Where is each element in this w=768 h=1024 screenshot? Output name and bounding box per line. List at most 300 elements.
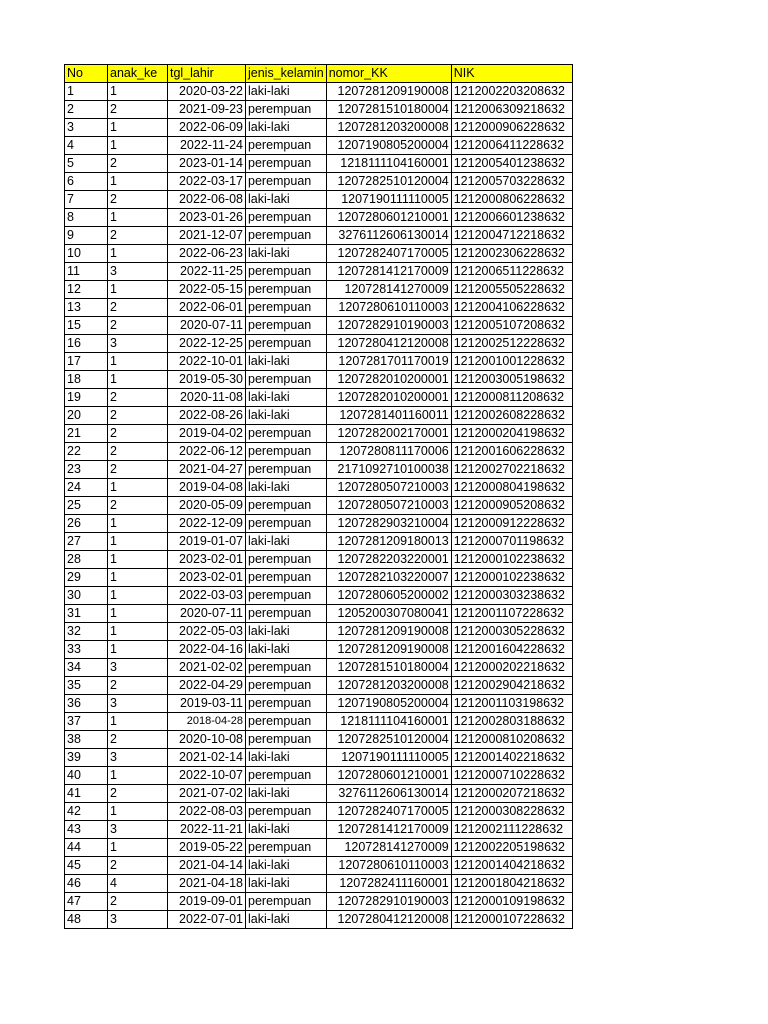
- cell-nomor-kk[interactable]: 1207282002170001: [326, 425, 451, 443]
- cell-nomor-kk[interactable]: 3276112606130014: [326, 227, 451, 245]
- cell-tgl-lahir[interactable]: 2020-05-09: [168, 497, 246, 515]
- cell-nomor-kk[interactable]: 1207281209190008: [326, 623, 451, 641]
- cell-no[interactable]: 15: [65, 317, 108, 335]
- cell-nik[interactable]: 1212002111228632: [451, 821, 572, 839]
- cell-tgl-lahir[interactable]: 2022-06-23: [168, 245, 246, 263]
- cell-no[interactable]: 25: [65, 497, 108, 515]
- cell-nik[interactable]: 1212002512228632: [451, 335, 572, 353]
- cell-nik[interactable]: 1212001804218632: [451, 875, 572, 893]
- cell-no[interactable]: 36: [65, 695, 108, 713]
- cell-no[interactable]: 39: [65, 749, 108, 767]
- cell-jenis-kelamin[interactable]: laki-laki: [246, 407, 327, 425]
- cell-no[interactable]: 2: [65, 101, 108, 119]
- cell-tgl-lahir[interactable]: 2022-06-12: [168, 443, 246, 461]
- table-row: [65, 749, 573, 767]
- header-jenis-kelamin[interactable]: jenis_kelamin: [246, 65, 327, 83]
- cell-nik[interactable]: 1212004106228632: [451, 299, 572, 317]
- cell-nik[interactable]: 1212000804198632: [451, 479, 572, 497]
- cell-nomor-kk[interactable]: 1207282203220001: [326, 551, 451, 569]
- cell-tgl-lahir[interactable]: 2018-04-28: [168, 713, 246, 731]
- cell-anak-ke[interactable]: 1: [108, 83, 168, 101]
- cell-no[interactable]: 44: [65, 839, 108, 857]
- cell-anak-ke[interactable]: 1: [108, 623, 168, 641]
- cell-anak-ke[interactable]: 2: [108, 227, 168, 245]
- cell-nomor-kk[interactable]: 1207190111110005: [326, 749, 451, 767]
- cell-nik[interactable]: 1212006309218632: [451, 101, 572, 119]
- cell-nik[interactable]: 1212005401238632: [451, 155, 572, 173]
- cell-tgl-lahir[interactable]: 2019-01-07: [168, 533, 246, 551]
- cell-anak-ke[interactable]: 3: [108, 749, 168, 767]
- cell-tgl-lahir[interactable]: 2022-04-29: [168, 677, 246, 695]
- cell-nik[interactable]: 1212006411228632: [451, 137, 572, 155]
- cell-jenis-kelamin[interactable]: perempuan: [246, 839, 327, 857]
- cell-jenis-kelamin[interactable]: perempuan: [246, 893, 327, 911]
- cell-nik[interactable]: 1212002306228632: [451, 245, 572, 263]
- cell-no[interactable]: 7: [65, 191, 108, 209]
- cell-jenis-kelamin[interactable]: laki-laki: [246, 821, 327, 839]
- cell-nomor-kk[interactable]: 1207282910190003: [326, 317, 451, 335]
- cell-nik[interactable]: 1212001103198632: [451, 695, 572, 713]
- cell-anak-ke[interactable]: 3: [108, 821, 168, 839]
- cell-tgl-lahir[interactable]: 2020-11-08: [168, 389, 246, 407]
- cell-tgl-lahir[interactable]: 2022-11-25: [168, 263, 246, 281]
- cell-nik[interactable]: 1212000107228632: [451, 911, 572, 929]
- cell-anak-ke[interactable]: 2: [108, 317, 168, 335]
- cell-anak-ke[interactable]: 1: [108, 515, 168, 533]
- cell-anak-ke[interactable]: 2: [108, 677, 168, 695]
- cell-nik[interactable]: 1212000102238632: [451, 551, 572, 569]
- cell-tgl-lahir[interactable]: 2021-02-14: [168, 749, 246, 767]
- cell-tgl-lahir[interactable]: 2021-04-14: [168, 857, 246, 875]
- cell-tgl-lahir[interactable]: 2022-05-15: [168, 281, 246, 299]
- cell-anak-ke[interactable]: 1: [108, 119, 168, 137]
- cell-no[interactable]: 18: [65, 371, 108, 389]
- cell-no[interactable]: 35: [65, 677, 108, 695]
- cell-anak-ke[interactable]: 2: [108, 857, 168, 875]
- cell-jenis-kelamin[interactable]: perempuan: [246, 767, 327, 785]
- cell-anak-ke[interactable]: 1: [108, 281, 168, 299]
- cell-jenis-kelamin[interactable]: perempuan: [246, 227, 327, 245]
- cell-tgl-lahir[interactable]: 2022-10-07: [168, 767, 246, 785]
- table-row: [65, 101, 573, 119]
- cell-nik[interactable]: 1212001001228632: [451, 353, 572, 371]
- cell-no[interactable]: 26: [65, 515, 108, 533]
- cell-nomor-kk[interactable]: 1218111104160001: [326, 713, 451, 731]
- cell-anak-ke[interactable]: 2: [108, 425, 168, 443]
- cell-anak-ke[interactable]: 1: [108, 371, 168, 389]
- table-row: [65, 245, 573, 263]
- cell-nomor-kk[interactable]: 120728141270009: [326, 281, 451, 299]
- cell-jenis-kelamin[interactable]: perempuan: [246, 101, 327, 119]
- cell-nomor-kk[interactable]: 1207280507210003: [326, 479, 451, 497]
- cell-tgl-lahir[interactable]: 2020-07-11: [168, 605, 246, 623]
- cell-jenis-kelamin[interactable]: perempuan: [246, 605, 327, 623]
- cell-anak-ke[interactable]: 1: [108, 569, 168, 587]
- cell-no[interactable]: 16: [65, 335, 108, 353]
- cell-nik[interactable]: 1212000308228632: [451, 803, 572, 821]
- cell-nomor-kk[interactable]: 1207190111110005: [326, 191, 451, 209]
- cell-jenis-kelamin[interactable]: perempuan: [246, 695, 327, 713]
- cell-tgl-lahir[interactable]: 2023-02-01: [168, 551, 246, 569]
- cell-jenis-kelamin[interactable]: perempuan: [246, 173, 327, 191]
- cell-nomor-kk[interactable]: 2171092710100038: [326, 461, 451, 479]
- cell-nomor-kk[interactable]: 1207280610110003: [326, 857, 451, 875]
- cell-jenis-kelamin[interactable]: laki-laki: [246, 785, 327, 803]
- cell-nik[interactable]: 1212000305228632: [451, 623, 572, 641]
- cell-nomor-kk[interactable]: 1207282103220007: [326, 569, 451, 587]
- cell-tgl-lahir[interactable]: 2021-04-18: [168, 875, 246, 893]
- cell-no[interactable]: 24: [65, 479, 108, 497]
- cell-tgl-lahir[interactable]: 2021-09-23: [168, 101, 246, 119]
- cell-no[interactable]: 13: [65, 299, 108, 317]
- cell-anak-ke[interactable]: 1: [108, 137, 168, 155]
- cell-jenis-kelamin[interactable]: perempuan: [246, 551, 327, 569]
- cell-nomor-kk[interactable]: 1207282903210004: [326, 515, 451, 533]
- cell-no[interactable]: 29: [65, 569, 108, 587]
- cell-anak-ke[interactable]: 1: [108, 641, 168, 659]
- cell-no[interactable]: 4: [65, 137, 108, 155]
- cell-nik[interactable]: 1212000109198632: [451, 893, 572, 911]
- cell-anak-ke[interactable]: 2: [108, 155, 168, 173]
- cell-no[interactable]: 19: [65, 389, 108, 407]
- cell-anak-ke[interactable]: 1: [108, 839, 168, 857]
- cell-tgl-lahir[interactable]: 2022-07-01: [168, 911, 246, 929]
- cell-nomor-kk[interactable]: 3276112606130014: [326, 785, 451, 803]
- cell-jenis-kelamin[interactable]: perempuan: [246, 317, 327, 335]
- cell-nik[interactable]: 1212000204198632: [451, 425, 572, 443]
- cell-jenis-kelamin[interactable]: perempuan: [246, 677, 327, 695]
- cell-nomor-kk[interactable]: 1207280605200002: [326, 587, 451, 605]
- cell-nomor-kk[interactable]: 1207281510180004: [326, 659, 451, 677]
- cell-nik[interactable]: 1212000905208632: [451, 497, 572, 515]
- cell-nik[interactable]: 1212006601238632: [451, 209, 572, 227]
- cell-tgl-lahir[interactable]: 2020-03-22: [168, 83, 246, 101]
- cell-nik[interactable]: 1212000710228632: [451, 767, 572, 785]
- cell-jenis-kelamin[interactable]: laki-laki: [246, 749, 327, 767]
- cell-tgl-lahir[interactable]: 2022-11-24: [168, 137, 246, 155]
- cell-nik[interactable]: 1212002702218632: [451, 461, 572, 479]
- cell-no[interactable]: 20: [65, 407, 108, 425]
- cell-no[interactable]: 34: [65, 659, 108, 677]
- cell-anak-ke[interactable]: 1: [108, 533, 168, 551]
- cell-tgl-lahir[interactable]: 2019-05-22: [168, 839, 246, 857]
- cell-tgl-lahir[interactable]: 2023-02-01: [168, 569, 246, 587]
- cell-tgl-lahir[interactable]: 2023-01-26: [168, 209, 246, 227]
- cell-jenis-kelamin[interactable]: perempuan: [246, 803, 327, 821]
- cell-no[interactable]: 43: [65, 821, 108, 839]
- table-row: [65, 551, 573, 569]
- header-nik[interactable]: NIK: [451, 65, 572, 83]
- table-row: [65, 281, 573, 299]
- cell-anak-ke[interactable]: 2: [108, 299, 168, 317]
- cell-no[interactable]: 41: [65, 785, 108, 803]
- cell-no[interactable]: 21: [65, 425, 108, 443]
- cell-nomor-kk[interactable]: 1207281510180004: [326, 101, 451, 119]
- header-tgl-lahir[interactable]: tgl_lahir: [168, 65, 246, 83]
- cell-tgl-lahir[interactable]: 2022-12-09: [168, 515, 246, 533]
- cell-anak-ke[interactable]: 3: [108, 659, 168, 677]
- cell-tgl-lahir[interactable]: 2019-09-01: [168, 893, 246, 911]
- table-row: [65, 803, 573, 821]
- cell-anak-ke[interactable]: 2: [108, 785, 168, 803]
- cell-nomor-kk[interactable]: 1207280811170006: [326, 443, 451, 461]
- cell-tgl-lahir[interactable]: 2022-06-01: [168, 299, 246, 317]
- cell-no[interactable]: 40: [65, 767, 108, 785]
- cell-nomor-kk[interactable]: 1207280412120008: [326, 911, 451, 929]
- cell-anak-ke[interactable]: 1: [108, 767, 168, 785]
- header-nomor-kk[interactable]: nomor_KK: [326, 65, 451, 83]
- cell-tgl-lahir[interactable]: 2019-04-08: [168, 479, 246, 497]
- cell-jenis-kelamin[interactable]: laki-laki: [246, 119, 327, 137]
- cell-no[interactable]: 37: [65, 713, 108, 731]
- cell-no[interactable]: 31: [65, 605, 108, 623]
- cell-anak-ke[interactable]: 1: [108, 245, 168, 263]
- cell-no[interactable]: 12: [65, 281, 108, 299]
- cell-nomor-kk[interactable]: 1207282010200001: [326, 389, 451, 407]
- cell-jenis-kelamin[interactable]: perempuan: [246, 155, 327, 173]
- cell-tgl-lahir[interactable]: 2022-06-08: [168, 191, 246, 209]
- cell-jenis-kelamin[interactable]: laki-laki: [246, 479, 327, 497]
- cell-jenis-kelamin[interactable]: perempuan: [246, 371, 327, 389]
- cell-jenis-kelamin[interactable]: perempuan: [246, 425, 327, 443]
- header-no[interactable]: No: [65, 65, 108, 83]
- cell-tgl-lahir[interactable]: 2022-05-03: [168, 623, 246, 641]
- cell-nomor-kk[interactable]: 120728141270009: [326, 839, 451, 857]
- cell-nik[interactable]: 1212001604228632: [451, 641, 572, 659]
- cell-nomor-kk[interactable]: 1207282407170005: [326, 245, 451, 263]
- cell-jenis-kelamin[interactable]: laki-laki: [246, 389, 327, 407]
- cell-tgl-lahir[interactable]: 2022-03-03: [168, 587, 246, 605]
- cell-tgl-lahir[interactable]: 2019-03-11: [168, 695, 246, 713]
- cell-nik[interactable]: 1212003005198632: [451, 371, 572, 389]
- cell-no[interactable]: 8: [65, 209, 108, 227]
- cell-anak-ke[interactable]: 1: [108, 353, 168, 371]
- cell-nik[interactable]: 1212004712218632: [451, 227, 572, 245]
- cell-tgl-lahir[interactable]: 2022-03-17: [168, 173, 246, 191]
- cell-tgl-lahir[interactable]: 2019-05-30: [168, 371, 246, 389]
- cell-nomor-kk[interactable]: 1207281412170009: [326, 821, 451, 839]
- cell-nomor-kk[interactable]: 1207281203200008: [326, 677, 451, 695]
- cell-anak-ke[interactable]: 2: [108, 407, 168, 425]
- cell-no[interactable]: 11: [65, 263, 108, 281]
- cell-nomor-kk[interactable]: 1207190805200004: [326, 695, 451, 713]
- cell-anak-ke[interactable]: 2: [108, 191, 168, 209]
- cell-no[interactable]: 9: [65, 227, 108, 245]
- cell-anak-ke[interactable]: 1: [108, 713, 168, 731]
- cell-nomor-kk[interactable]: 1207282010200001: [326, 371, 451, 389]
- cell-nomor-kk[interactable]: 1207190805200004: [326, 137, 451, 155]
- cell-jenis-kelamin[interactable]: perempuan: [246, 713, 327, 731]
- cell-anak-ke[interactable]: 1: [108, 803, 168, 821]
- cell-nik[interactable]: 1212001402218632: [451, 749, 572, 767]
- cell-no[interactable]: 17: [65, 353, 108, 371]
- table-row: [65, 857, 573, 875]
- cell-tgl-lahir[interactable]: 2022-11-21: [168, 821, 246, 839]
- cell-tgl-lahir[interactable]: 2021-07-02: [168, 785, 246, 803]
- cell-tgl-lahir[interactable]: 2022-04-16: [168, 641, 246, 659]
- cell-nomor-kk[interactable]: 1207280507210003: [326, 497, 451, 515]
- table-body: [65, 83, 573, 929]
- table-row: [65, 767, 573, 785]
- table-row: [65, 191, 573, 209]
- cell-nik[interactable]: 1212002904218632: [451, 677, 572, 695]
- cell-no[interactable]: 38: [65, 731, 108, 749]
- cell-anak-ke[interactable]: 2: [108, 101, 168, 119]
- cell-nik[interactable]: 1212000207218632: [451, 785, 572, 803]
- cell-no[interactable]: 3: [65, 119, 108, 137]
- cell-nomor-kk[interactable]: 1207282407170005: [326, 803, 451, 821]
- cell-jenis-kelamin[interactable]: laki-laki: [246, 911, 327, 929]
- cell-nomor-kk[interactable]: 1207281209190008: [326, 83, 451, 101]
- cell-nik[interactable]: 1212002803188632: [451, 713, 572, 731]
- cell-nomor-kk[interactable]: 1207282510120004: [326, 173, 451, 191]
- cell-nomor-kk[interactable]: 1207280601210001: [326, 209, 451, 227]
- cell-tgl-lahir[interactable]: 2022-12-25: [168, 335, 246, 353]
- cell-no[interactable]: 6: [65, 173, 108, 191]
- cell-jenis-kelamin[interactable]: perempuan: [246, 731, 327, 749]
- cell-tgl-lahir[interactable]: 2020-07-11: [168, 317, 246, 335]
- cell-nomor-kk[interactable]: 1207282510120004: [326, 731, 451, 749]
- cell-nomor-kk[interactable]: 1207280610110003: [326, 299, 451, 317]
- cell-nik[interactable]: 1212002608228632: [451, 407, 572, 425]
- cell-no[interactable]: 5: [65, 155, 108, 173]
- cell-no[interactable]: 10: [65, 245, 108, 263]
- cell-tgl-lahir[interactable]: 2022-10-01: [168, 353, 246, 371]
- cell-no[interactable]: 32: [65, 623, 108, 641]
- cell-jenis-kelamin[interactable]: laki-laki: [246, 623, 327, 641]
- cell-anak-ke[interactable]: 1: [108, 479, 168, 497]
- cell-nomor-kk[interactable]: 1207280601210001: [326, 767, 451, 785]
- cell-jenis-kelamin[interactable]: laki-laki: [246, 245, 327, 263]
- cell-anak-ke[interactable]: 3: [108, 335, 168, 353]
- cell-jenis-kelamin[interactable]: perempuan: [246, 569, 327, 587]
- cell-nik[interactable]: 1212001606228632: [451, 443, 572, 461]
- cell-jenis-kelamin[interactable]: laki-laki: [246, 191, 327, 209]
- cell-nik[interactable]: 1212000102238632: [451, 569, 572, 587]
- cell-tgl-lahir[interactable]: 2020-10-08: [168, 731, 246, 749]
- cell-nomor-kk[interactable]: 1218111104160001: [326, 155, 451, 173]
- cell-nomor-kk[interactable]: 1207280412120008: [326, 335, 451, 353]
- cell-nik[interactable]: 1212001404218632: [451, 857, 572, 875]
- cell-jenis-kelamin[interactable]: perempuan: [246, 515, 327, 533]
- cell-nik[interactable]: 1212000701198632: [451, 533, 572, 551]
- cell-jenis-kelamin[interactable]: laki-laki: [246, 641, 327, 659]
- cell-nomor-kk[interactable]: 1207281209190008: [326, 641, 451, 659]
- cell-jenis-kelamin[interactable]: laki-laki: [246, 83, 327, 101]
- cell-no[interactable]: 1: [65, 83, 108, 101]
- cell-no[interactable]: 23: [65, 461, 108, 479]
- cell-nik[interactable]: 1212006511228632: [451, 263, 572, 281]
- cell-tgl-lahir[interactable]: 2022-08-26: [168, 407, 246, 425]
- cell-no[interactable]: 28: [65, 551, 108, 569]
- cell-nik[interactable]: 1212000912228632: [451, 515, 572, 533]
- cell-nomor-kk[interactable]: 1207281401160011: [326, 407, 451, 425]
- cell-no[interactable]: 22: [65, 443, 108, 461]
- cell-nik[interactable]: 1212000906228632: [451, 119, 572, 137]
- cell-tgl-lahir[interactable]: 2019-04-02: [168, 425, 246, 443]
- spreadsheet-table: [64, 64, 573, 929]
- cell-nik[interactable]: 1212005703228632: [451, 173, 572, 191]
- cell-tgl-lahir[interactable]: 2021-02-02: [168, 659, 246, 677]
- cell-nomor-kk[interactable]: 1207282910190003: [326, 893, 451, 911]
- cell-nik[interactable]: 1212000303238632: [451, 587, 572, 605]
- cell-anak-ke[interactable]: 1: [108, 551, 168, 569]
- cell-nomor-kk[interactable]: 1207281209180013: [326, 533, 451, 551]
- cell-no[interactable]: 27: [65, 533, 108, 551]
- cell-jenis-kelamin[interactable]: perempuan: [246, 587, 327, 605]
- cell-no[interactable]: 33: [65, 641, 108, 659]
- cell-jenis-kelamin[interactable]: perempuan: [246, 209, 327, 227]
- cell-tgl-lahir[interactable]: 2021-04-27: [168, 461, 246, 479]
- cell-anak-ke[interactable]: 3: [108, 911, 168, 929]
- cell-no[interactable]: 42: [65, 803, 108, 821]
- cell-no[interactable]: 30: [65, 587, 108, 605]
- header-anak-ke[interactable]: anak_ke: [108, 65, 168, 83]
- cell-jenis-kelamin[interactable]: perempuan: [246, 299, 327, 317]
- cell-anak-ke[interactable]: 3: [108, 695, 168, 713]
- cell-tgl-lahir[interactable]: 2021-12-07: [168, 227, 246, 245]
- cell-nik[interactable]: 1212005107208632: [451, 317, 572, 335]
- cell-anak-ke[interactable]: 1: [108, 605, 168, 623]
- cell-jenis-kelamin[interactable]: laki-laki: [246, 857, 327, 875]
- cell-jenis-kelamin[interactable]: perempuan: [246, 137, 327, 155]
- cell-nomor-kk[interactable]: 1207281701170019: [326, 353, 451, 371]
- cell-nik[interactable]: 1212000810208632: [451, 731, 572, 749]
- cell-anak-ke[interactable]: 1: [108, 587, 168, 605]
- cell-tgl-lahir[interactable]: 2022-08-03: [168, 803, 246, 821]
- cell-tgl-lahir[interactable]: 2022-06-09: [168, 119, 246, 137]
- cell-jenis-kelamin[interactable]: laki-laki: [246, 353, 327, 371]
- cell-jenis-kelamin[interactable]: perempuan: [246, 659, 327, 677]
- cell-jenis-kelamin[interactable]: perempuan: [246, 461, 327, 479]
- cell-anak-ke[interactable]: 2: [108, 461, 168, 479]
- cell-jenis-kelamin[interactable]: perempuan: [246, 263, 327, 281]
- cell-anak-ke[interactable]: 2: [108, 497, 168, 515]
- cell-anak-ke[interactable]: 3: [108, 263, 168, 281]
- cell-anak-ke[interactable]: 2: [108, 443, 168, 461]
- cell-tgl-lahir[interactable]: 2023-01-14: [168, 155, 246, 173]
- cell-anak-ke[interactable]: 1: [108, 209, 168, 227]
- cell-nik[interactable]: 1212005505228632: [451, 281, 572, 299]
- cell-jenis-kelamin[interactable]: laki-laki: [246, 875, 327, 893]
- cell-no[interactable]: 45: [65, 857, 108, 875]
- cell-nik[interactable]: 1212000202218632: [451, 659, 572, 677]
- cell-nomor-kk[interactable]: 1207282411160001: [326, 875, 451, 893]
- cell-jenis-kelamin[interactable]: perempuan: [246, 443, 327, 461]
- cell-jenis-kelamin[interactable]: perempuan: [246, 335, 327, 353]
- cell-jenis-kelamin[interactable]: laki-laki: [246, 533, 327, 551]
- cell-jenis-kelamin[interactable]: perempuan: [246, 497, 327, 515]
- cell-nik[interactable]: 1212001107228632: [451, 605, 572, 623]
- cell-nik[interactable]: 1212002205198632: [451, 839, 572, 857]
- cell-no[interactable]: 48: [65, 911, 108, 929]
- table-row: [65, 335, 573, 353]
- cell-jenis-kelamin[interactable]: perempuan: [246, 281, 327, 299]
- cell-anak-ke[interactable]: 4: [108, 875, 168, 893]
- cell-nik[interactable]: 1212002203208632: [451, 83, 572, 101]
- cell-no[interactable]: 46: [65, 875, 108, 893]
- cell-anak-ke[interactable]: 2: [108, 731, 168, 749]
- cell-no[interactable]: 47: [65, 893, 108, 911]
- cell-nomor-kk[interactable]: 1207281203200008: [326, 119, 451, 137]
- cell-anak-ke[interactable]: 2: [108, 893, 168, 911]
- cell-nomor-kk[interactable]: 1207281412170009: [326, 263, 451, 281]
- cell-anak-ke[interactable]: 1: [108, 173, 168, 191]
- cell-nomor-kk[interactable]: 1205200307080041: [326, 605, 451, 623]
- cell-nik[interactable]: 1212000811208632: [451, 389, 572, 407]
- cell-nik[interactable]: 1212000806228632: [451, 191, 572, 209]
- cell-anak-ke[interactable]: 2: [108, 389, 168, 407]
